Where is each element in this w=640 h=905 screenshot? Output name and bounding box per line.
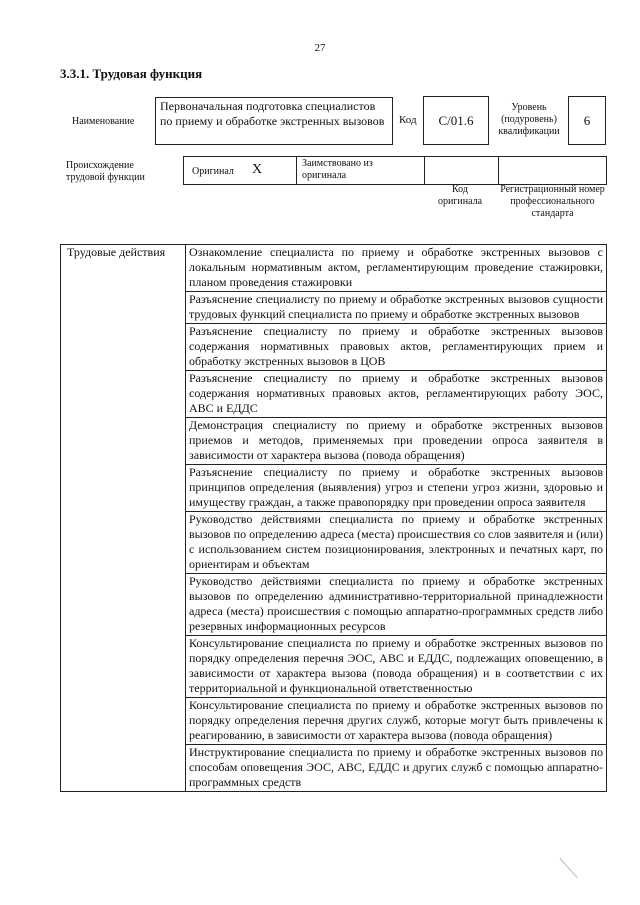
reg-number-label: Регистрационный номер профессионального стандарта — [500, 184, 605, 219]
borrowed-label: Заимствовано из оригинала — [302, 158, 373, 181]
origin-row — [183, 156, 607, 185]
action-item: Консультирование специалиста по приему и обработке экстренных вызовов по порядку определения перечня других служб, которые могут быть привлечены к реагированию, в зависимости от характера вызова (повода обращения) — [186, 698, 607, 745]
code-value-box — [423, 96, 489, 145]
action-item: Разъяснение специалисту по приему и обработке экстренных вызовов принципов определения (выявления) угроз и степени угроз жизни, здоровью и имуществу граждан, а также правопорядку при проведении опроса заявителя — [186, 465, 607, 512]
action-item: Ознакомление специалиста по приему и обработке экстренных вызовов с локальным нормативным актом, регламентирующим проведение стажировки, планом проведения стажировки — [186, 245, 607, 292]
page-number: 27 — [314, 42, 326, 54]
labor-actions-table — [60, 244, 607, 792]
action-item: Руководство действиями специалиста по приему и обработке экстренных вызовов по определению адреса (места) происшествия со слов заявителя и (или) с использованием систем позиционирования, электронных и печатных карт, по ориентирам и объектам — [186, 512, 607, 574]
level-label: Уровень (подуровень) квалификации — [498, 102, 560, 137]
action-item: Разъяснение специалисту по приему и обработке экстренных вызовов сущности трудовых функций специалиста по приему и обработке экстренных вызовов — [186, 292, 607, 324]
action-item: Разъяснение специалисту по приему и обработке экстренных вызовов содержания нормативных правовых актов, регламентирующих прием и обработку экстренных вызовов в ЦОВ — [186, 324, 607, 371]
action-item: Консультирование специалиста по приему и обработке экстренных вызовов по порядку определения перечня ЭОС, АВС и ЕДДС, подлежащих оповещению, в зависимости от характера вызова (повода обращения) и в соответствии с их территориальной и функциональной ответственностью — [186, 636, 607, 698]
name-value-box — [155, 97, 393, 145]
level-value: 6 — [583, 113, 591, 128]
original-label: Оригинал — [192, 166, 234, 177]
action-item: Инструктирование специалиста по приему и обработке экстренных вызовов по способам оповещения ЭОС, АВС, ЕДДС и других служб с помощью аппаратно-программных средств — [186, 745, 607, 792]
scan-mark — [560, 858, 578, 878]
section-title: 3.3.1. Трудовая функция — [60, 66, 203, 81]
table-row — [61, 245, 607, 292]
code-value: C/01.6 — [438, 113, 474, 128]
action-item: Демонстрация специалисту по приему и обработке экстренных вызовов приемов и методов, применяемых при проведении опроса заявителя в зависимости от характера вызова (повода обращения) — [186, 418, 607, 465]
code-original-label: Код оригинала — [437, 184, 483, 207]
code-label: Код — [399, 114, 417, 126]
original-mark: X — [252, 162, 263, 177]
level-value-box — [568, 96, 606, 145]
action-item: Руководство действиями специалиста по приему и обработке экстренных вызовов по определению административно-территориальной принадлежности адреса (места) происшествия с помощью аппаратно-программных средств либо резервных информационных ресурсов — [186, 574, 607, 636]
action-item: Разъяснение специалисту по приему и обработке экстренных вызовов содержания нормативных правовых актов, регламентирующих работу ЭОС, АВС и ЕДДС — [186, 371, 607, 418]
name-value: Первоначальная подготовка специалистов по приему и обработке экстренных вызовов — [160, 99, 385, 128]
origin-label: Происхождение трудовой функции — [66, 160, 145, 183]
row-header: Трудовые действия — [61, 245, 186, 792]
name-label: Наименование — [72, 116, 135, 127]
